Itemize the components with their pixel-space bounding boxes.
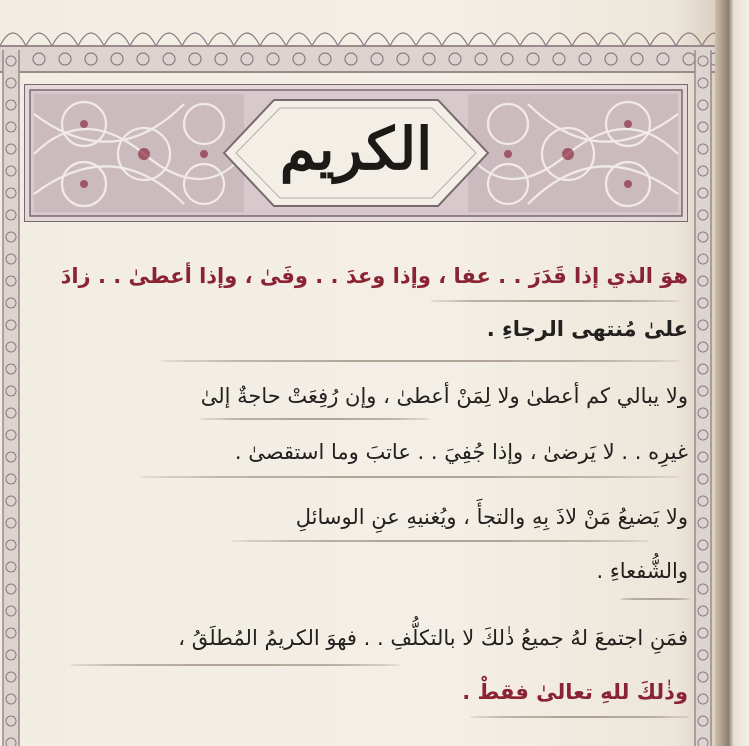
right-ornament-border	[692, 50, 714, 746]
paragraph-1-line-1	[40, 262, 688, 291]
paragraph-2-line-2: غيرِه . . لا يَرضىٰ ، وإذا جُفِيَ . . عاتبَ وما استقصىٰ .	[234, 440, 688, 464]
page-title: الكريم	[279, 115, 433, 183]
pencil-underline	[430, 300, 680, 302]
pencil-underline	[200, 418, 430, 420]
paragraph-3-line-1: ولا يَضيعُ مَنْ لاذَ بِهِ والتجأَ ، ويُغنيهِ عنِ الوسائلِ	[295, 505, 688, 529]
top-ornament-border	[0, 0, 715, 78]
paragraph-text: وذٰلكَ للهِ تعالىٰ فقطْ .	[462, 680, 688, 704]
paragraph-1-line-2	[40, 315, 688, 344]
paragraph-text: علىٰ مُنتهى الرجاءِ .	[486, 317, 688, 341]
pencil-underline	[620, 598, 690, 600]
pencil-underline	[140, 476, 680, 478]
paragraph-4-line-1: فمَنِ اجتمعَ لهُ جميعُ ذٰلكَ لا بالتكلُّفِ . . فهوَ الكريمُ المُطلَقُ ،	[178, 626, 688, 650]
paragraph-3-line-2: والشُّفعاءِ .	[596, 559, 688, 583]
left-ornament-border	[0, 50, 22, 746]
pencil-underline	[230, 540, 650, 542]
paragraph-4-line-2	[40, 678, 688, 707]
pencil-underline	[70, 664, 400, 666]
paragraph-2-line-1: ولا يبالي كم أعطىٰ ولا لِمَنْ أعطىٰ ، وإن رُفِعَتْ حاجةٌ إلىٰ	[200, 384, 688, 408]
pencil-underline	[470, 716, 690, 718]
pencil-underline	[160, 360, 680, 362]
book-gutter	[715, 0, 749, 746]
paragraph-text: هوَ الذي إذا قَدَرَ . . عفا ، وإذا وعدَ . . وفَىٰ ، وإذا أعطىٰ . . زادَ	[60, 264, 688, 288]
